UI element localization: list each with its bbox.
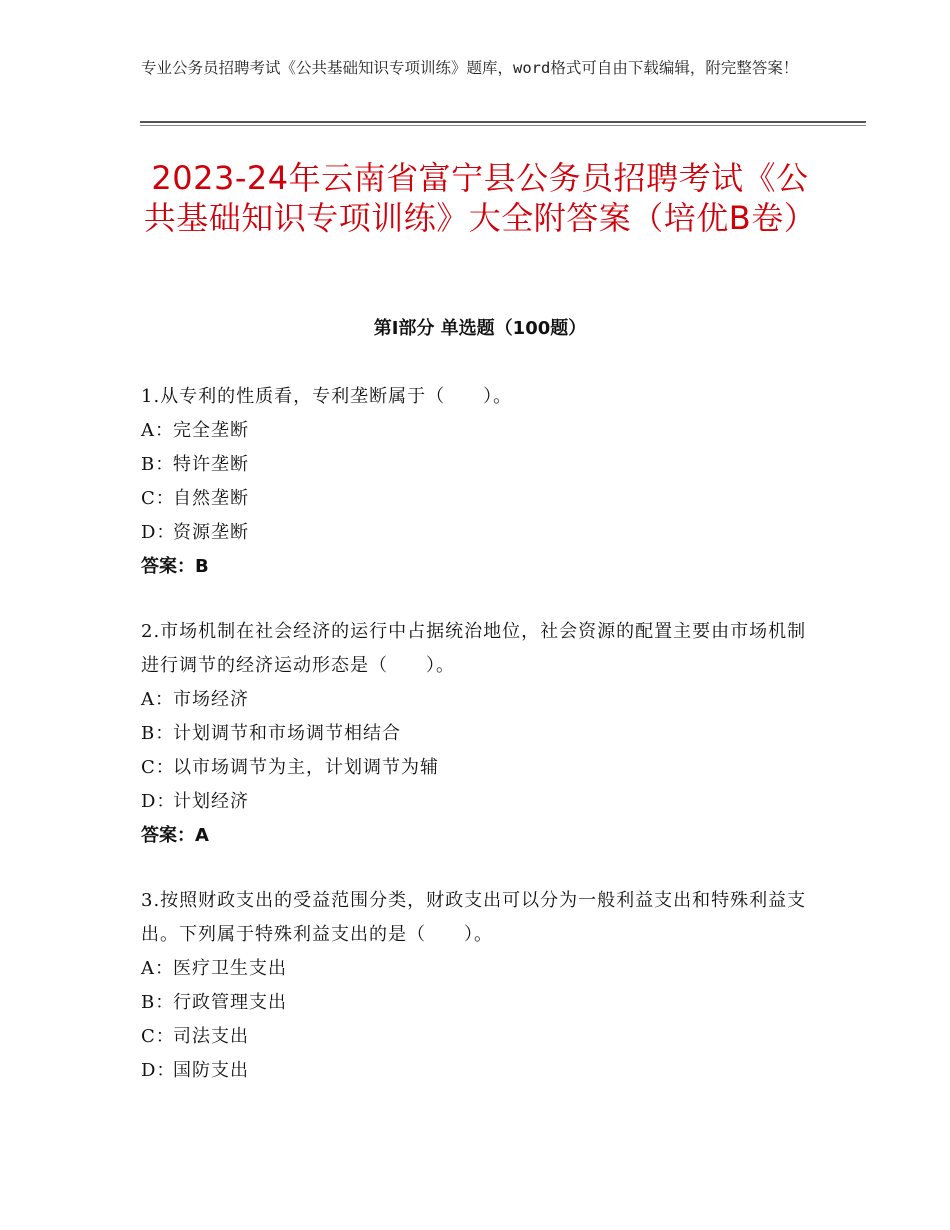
option-text: 完全垄断 [173,420,249,441]
question-stem: 3.按照财政支出的受益范围分类，财政支出可以分为一般利益支出和特殊利益支出。下列属于特殊利益支出的是（ ）。 [141,890,807,945]
option-text: 以市场调节为主，计划调节为辅 [173,757,439,778]
option-b [141,717,821,751]
document-title: 2023-24年云南省富宁县公务员招聘考试《公共基础知识专项训练》大全附答案（培优B卷） [143,159,817,237]
option-a [141,952,821,986]
option-key: A： [141,689,174,710]
answer-line: 答案：B [141,556,209,577]
option-text: 自然垄断 [173,488,249,509]
option-c [141,751,821,785]
header-divider-thin [140,125,866,126]
option-d [141,1054,821,1088]
option-text: 司法支出 [173,1026,249,1047]
option-b [141,986,821,1020]
option-key: B： [141,992,175,1013]
section-heading: 第Ⅰ部分 单选题（100题） [373,318,587,339]
option-key: C： [141,757,175,778]
option-c [141,1020,821,1054]
header-note: 专业公务员招聘考试《公共基础知识专项训练》题库，word格式可自由下载编辑，附完整答案！ [141,59,799,77]
option-d [141,785,821,819]
option-b [141,448,821,482]
option-text: 国防支出 [173,1060,249,1081]
question-1 [141,380,821,584]
option-text: 特许垄断 [173,454,249,475]
question-stem: 2.市场机制在社会经济的运行中占据统治地位，社会资源的配置主要由市场机制进行调节的经济运动形态是（ ）。 [141,621,807,676]
option-key: B： [141,454,175,475]
question-2 [141,615,821,853]
option-key: C： [141,1026,175,1047]
option-key: A： [141,958,174,979]
option-d [141,516,821,550]
option-key: D： [141,522,176,543]
option-key: A： [141,420,174,441]
option-a [141,414,821,448]
header-divider-thick [140,121,866,123]
option-key: D： [141,791,176,812]
question-3 [141,884,821,1088]
option-text: 计划调节和市场调节相结合 [173,723,401,744]
question-stem: 1.从专利的性质看，专利垄断属于（ ）。 [141,386,513,407]
option-text: 医疗卫生支出 [173,958,287,979]
question-list [141,380,821,1119]
option-text: 资源垄断 [173,522,249,543]
option-a [141,683,821,717]
option-key: D： [141,1060,176,1081]
option-key: B： [141,723,175,744]
option-key: C： [141,488,175,509]
answer-line: 答案：A [141,825,209,846]
option-text: 行政管理支出 [173,992,287,1013]
option-text: 计划经济 [173,791,249,812]
option-text: 市场经济 [173,689,249,710]
option-c [141,482,821,516]
